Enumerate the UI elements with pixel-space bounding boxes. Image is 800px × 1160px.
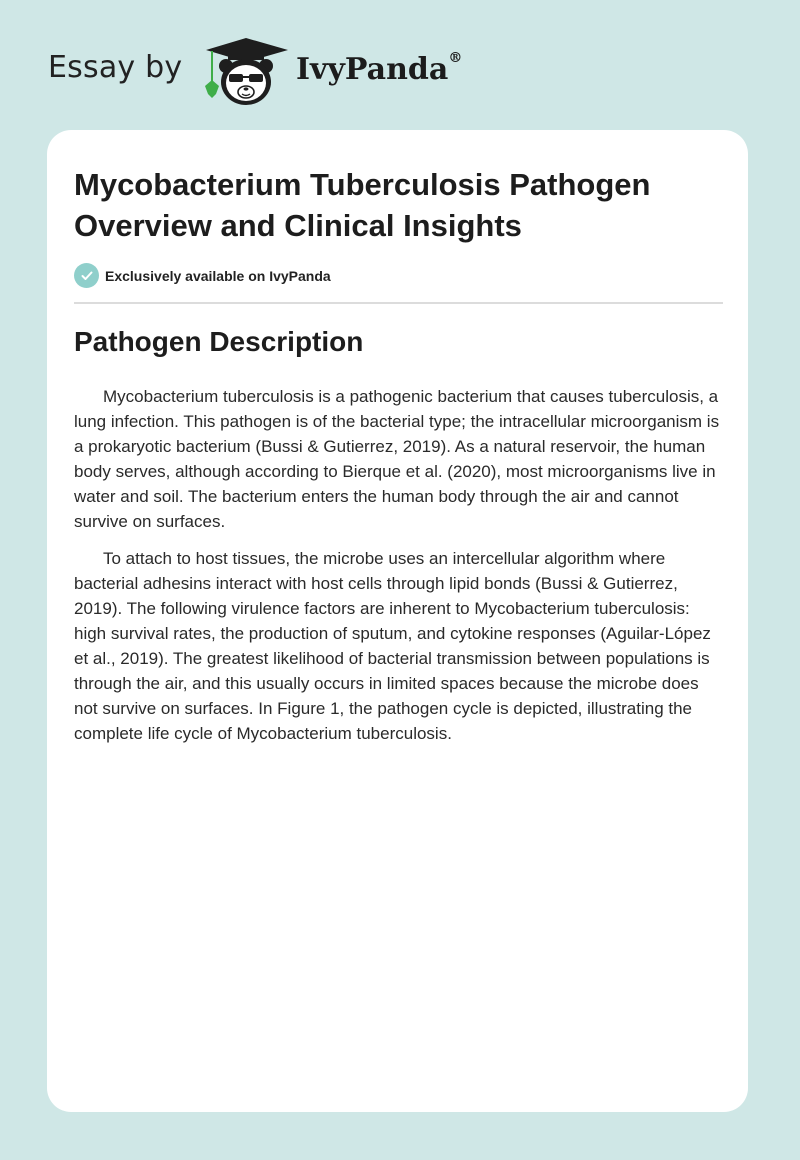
registered-mark: ® (448, 50, 463, 66)
panda-graduate-icon[interactable] (202, 36, 290, 108)
essay-by-label: Essay by (48, 50, 183, 85)
brand-text: IvyPanda (296, 52, 449, 87)
article-card (47, 130, 748, 1112)
paragraph: To attach to host tissues, the microbe uses an intercellular algorithm where bacterial adhesins interact with host cells through lipid bonds (Bussi & Gutierrez, 2019). The following virulence factors are inherent to Mycobacterium tuberculosis: high survival rates, the production of sputum, and cytokine responses (Aguilar-López et al., 2019). The greatest likelihood of bacterial transmission between populations is through the air, and this usually occurs in limited spaces because the microbe does not survive on surfaces. In Figure 1, the pathogen cycle is depicted, illustrating the complete life cycle of Mycobacterium tuberculosis. (74, 549, 711, 743)
section-body (74, 384, 726, 758)
section-heading: Pathogen Description (74, 326, 364, 357)
article-title: Mycobacterium Tuberculosis Pathogen Overview and Clinical Insights (74, 167, 651, 243)
divider (74, 302, 723, 304)
exclusive-badge (74, 263, 331, 288)
site-header (0, 0, 800, 120)
paragraph: Mycobacterium tuberculosis is a pathogenic bacterium that causes tuberculosis, a lung infection. This pathogen is of the bacterial type; the intracellular microorganism is a prokaryotic bacterium (Bussi & Gutierrez, 2019). As a natural reservoir, the human body serves, although according to Bierque et al. (2020), most microorganisms live in water and soil. The bacterium enters the human body through the air and cannot survive on surfaces. (74, 387, 720, 531)
brand-name[interactable] (296, 52, 462, 87)
exclusive-badge-text: Exclusively available on IvyPanda (105, 267, 331, 284)
check-circle-icon (74, 263, 99, 288)
